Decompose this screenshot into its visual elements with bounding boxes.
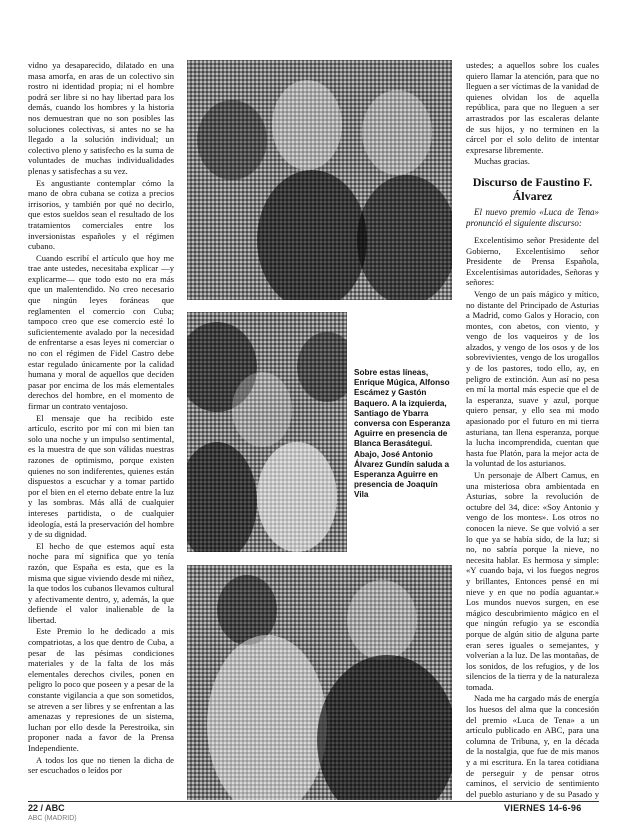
page-number: 22 / ABC [28, 803, 65, 813]
left-paragraph-6: Este Premio lo he dedicado a mis compatriotas, a los que dentro de Cuba, a pesar de las pésimas condiciones materiales y de la falta de los más elementales derechos civiles, ponen en peligro lo poco que poseen y a pesar de la constante vigilancia a que son sometidos, se atreven a ser libres y se enfrentan a las amenazas y represiones de un sistema, luchan por ello desde la Perestroika, sin proponer nada a favor de la Prensa Independiente. [28, 626, 174, 753]
photo-middle [187, 312, 347, 552]
right-paragraph-3: Un personaje de Albert Camus, en una misteriosa obra ambientada en Asturias, sobre la revolución de octubre del 34, dice: «Soy Antonio y vengo de los montes». Los otros no conocen la nieve. Se que volvió a ser lo que ya se había sido, de la luz; si no, no sabría porque la nieve, no necesita hablar. Es hermosa y simple: «Y cuando baja, vi los fuegos negros y brillantes, Entonces pensé en mi nieve y en que no podía aguantar.» Los mundos nuevos surgen, en ese mágico descubrimiento mágico en el que ningún refugio ya se escondía porque de algún sitio de alguna parte eran seres iguales o semejantes, y volverían a la luz. De las montañas, de los sonidos, de los refugios, y de los silencios de la tierra y de la naturaleza tomada. [466, 470, 599, 692]
photo-bottom [187, 565, 452, 800]
right-text-column [466, 60, 599, 800]
right-intro-paragraph-1: ustedes; a aquellos sobre los cuales quiero llamar la atención, para que no lleguen a ser víctimas de la vanidad de quienes olvidan los de aquella república, para que no lleguen a ser arrastrados por las escaleras delante de sus hijos, y no terminen en la cárcel por el solo delito de intentar expresarse libremente. [466, 60, 599, 155]
left-paragraph-7: A todos los que no tienen la dicha de ser escuchados o leídos por [28, 754, 174, 776]
photo-caption: Sobre estas líneas, Enrique Múgica, Alfonso Escámez y Gastón Baquero. A la izquierda, Santiago de Ybarra conversa con Esperanza Aguirre en presencia de Blanca Berasátegui. Abajo, José Antonio Álvarez Gundín saluda a Esperanza Aguirre en presencia de Joaquín Vila [354, 368, 451, 500]
issue-date: VIERNES 14-6-96 [504, 803, 582, 813]
left-paragraph-3: Cuando escribí el artículo que hoy me trae ante ustedes, necesitaba explicar —y explicarme— que todo esto no era más que un malentendido. No creo necesario que ningún leyes foráneas que reglamenten el comercio con Cuba; tampoco creo que ese comercio esté lo suficientemente avalado por la necesidad de enfrentarse a esas leyes ni comerciar o no con el régimen de Fidel Castro debe estar regulado únicamente por la calidad humana y moral de aquellos que deciden pasar por encima de los más elementales derechos del hombre, en el momento de firmar un contrato ventajoso. [28, 252, 174, 411]
photo-top [187, 60, 452, 300]
speech-headline: Discurso de Faustino F. Álvarez [472, 174, 593, 203]
right-paragraph-1: Excelentísimo señor Presidente del Gobierno, Excelentísimo señor Presidente de Prensa Española, Excelentísimas autoridades, Señoras y señores: [466, 234, 599, 288]
speech-subhead: El nuevo premio «Luca de Tena» pronunció el siguiente discurso: [466, 206, 599, 228]
left-paragraph-4: El mensaje que ha recibido este artículo, escrito por mí con mi bien tan solo una noche y un impulso sentimental, es la muestra de que son válidas nuestras razones de optimismo, porque existen quienes no son indiferentes, quienes están dispuestos a escuchar y a tomar partido por el bien en el eterno debate entre la luz y las sombras. Más allá de cualquier intereses partidista, o de cualquier ideología, está la preservación del hombre y de su dignidad. [28, 412, 174, 540]
right-paragraph-4: Nada me ha cargado más de energía los huesos del alma que la concesión del premio «Luca de Tena» a un artículo publicado en ABC, para una columna de Tribuna, y, en la década de la nostalgia, que fue de mis manos y a mi escritura. En la tarea cotidiana de perseguir y de pensar otros caminos, el servicio de sentimiento del pueblo asturiano y de su Pasado y [466, 693, 599, 799]
left-paragraph-2: Es angustiante contemplar cómo la mano de obra cubana se cotiza a precios irrisorios, y también por qué no decirlo, que estos sueldos sean el resultado de los tratamientos comerciales entre los inversionistas españoles y el régimen cubano. [28, 177, 174, 252]
left-paragraph-1: vidno ya desaparecido, dilatado en una masa amorfa, en aras de un colectivo sin rostro ni identidad propia; ni el hombre podrá ser libre si no hay libertad para los demás, cuando los hombres y la historia nos demuestran que no son posibles las soluciones colectivas, si antes no se ha llegado a la solución individual; un colectivo pleno y satisfecho es la suma de voluntades de muchas individualidades plenas y satisfechas a su vez. [28, 60, 174, 176]
right-paragraph-2: Vengo de un país mágico y mítico, no distante del Principado de Asturias a Madrid, como Galos y Horacio, con montes, con abetos, con viento, y vengo de los vaqueiros y de los alzados, y vengo de los osos y de los sobrevivientes, vengo de los urogallos y de los pastores, todo ello, ay, en peligro de extinción. Aun así no pesa en mí la mortal más especie que el de la esperanza, suave y azul, porque quiero pensar, y ello sea mi modo apasionado por el futuro en mi tierra asturiana, tan llena esperanza, porque la lucha incomprendida, cuentan que hasta fue Platón, para la mejor acta de la voluntad de los asturianos. [466, 288, 599, 469]
right-intro-paragraph-2: Muchas gracias. [474, 156, 530, 167]
footer-rule [28, 801, 599, 802]
left-text-column [28, 60, 174, 800]
archive-code: ABC (MADRID) [28, 815, 77, 822]
left-paragraph-5: El hecho de que estemos aquí esta noche para mí significa que yo tenía razón, que España es esta, que es la misma que sigue viviendo desde mi niñez, la que todos los cubanos llevamos cultural y afectivamente dentro, y, además, la que defiende el valor inalienable de la libertad. [28, 540, 174, 625]
